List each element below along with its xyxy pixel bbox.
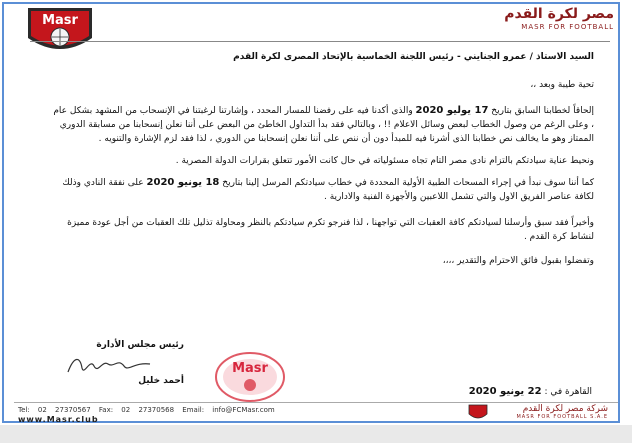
addressee: السيد الاستاذ / عمرو الجنايني - رئيس اللجنة الخماسية بالإتحاد المصرى لكرة القدم [233,52,594,62]
signature-block [24,340,184,386]
paragraph-4: وأخيراً فقد سبق وأرسلنا لسيادتكم كافة العقبات التي تواجهنا ، لذا فنرجو تكرم سيادتكم بالنظر ومحاولة تذليل تلك العقبات من أجل عودة مميزة لنشاط كرة القدم . [67,218,594,242]
footer-company [516,404,608,420]
header-divider [30,41,610,42]
signature-scribble [64,354,154,378]
footer-company-arabic: شركة مصر لكرة القدم [522,404,608,414]
footer-website: www.Masr.club [18,415,99,424]
signature-title: رئيس مجلس الأدارة [96,340,184,350]
paragraph-1-start: إلحاقاً لخطابنا السابق بتاريخ [491,106,594,116]
date-value: 22 يونيو 2020 [468,386,542,397]
paragraph-3-date: 18 يونيو 2020 [146,177,220,188]
letterhead-brand [394,6,614,31]
footer-divider [14,402,618,403]
footer-company-english: MASR FOR FOOTBALL S.A.E [516,414,608,420]
paragraph-3-rest: على نفقة النادي وذلك لكافة عناصر الفريق الاول والتي تشمل اللاعبين والأجهزة الفنية والادارية . [62,178,594,202]
footer-logo [468,404,488,422]
paragraph-1-rest: والذى أكدنا فيه على رفضنا للمسار المحدد ، وإشارتنا لرغبتنا في الإنسحاب من المشهد بشكل عام ، وعلى الرغم من وصول الخطاب لبعض وسائل الاعلام !! ، وبالتالي فقد بدأ التداول الخاطئ من البعض على أننا نعلن إنسحابنا من مسابقة الدوري الممتاز وهو ما يخالف نص خطابنا الذى أشرنا فيه للمبدأ دون أن ننص على أننا نعلن إنسحابنا من الدوري ، لذا فقد لزم الإشارة والتنويه . [53,106,594,144]
letter-date [469,386,592,397]
stamp-word: Masr [232,361,268,376]
paragraph-2: ونحيط عناية سيادتكم بالتزام نادى مصر التام تجاه مسئولياته في حال كانت الأمور تتعلق بقرارات الدولة المصرية . [175,156,594,166]
bottom-strip [0,425,632,443]
footer-contacts: Tel: 02 27370567 Fax: 02 27370568 Email: info@FCMasr.com [18,406,275,414]
signatory-name: أحمد خليل [138,376,184,386]
brand-arabic: مصر لكرة القدم [504,6,614,22]
paragraph-3 [48,176,594,204]
paragraph-3-start: كما أننا سوف نبدأ في إجراء المسحات الطبية الأولية المحددة في خطاب سيادتكم المرسل إلينا بتاريخ [222,178,594,188]
date-label: القاهرة في : [544,387,592,397]
closing-line: وتفضلوا بقبول فائق الاحترام والتقدير ،،،، [442,256,594,266]
greeting: تحية طيبة وبعد ،، [530,80,594,90]
paragraph-1 [48,104,594,146]
letter-body [48,50,594,268]
logo-word: Masr [42,13,78,28]
brand-english: MASR FOR FOOTBALL [521,23,614,31]
club-stamp [210,345,290,405]
paragraph-1-date: 17 يوليو 2020 [415,105,489,116]
